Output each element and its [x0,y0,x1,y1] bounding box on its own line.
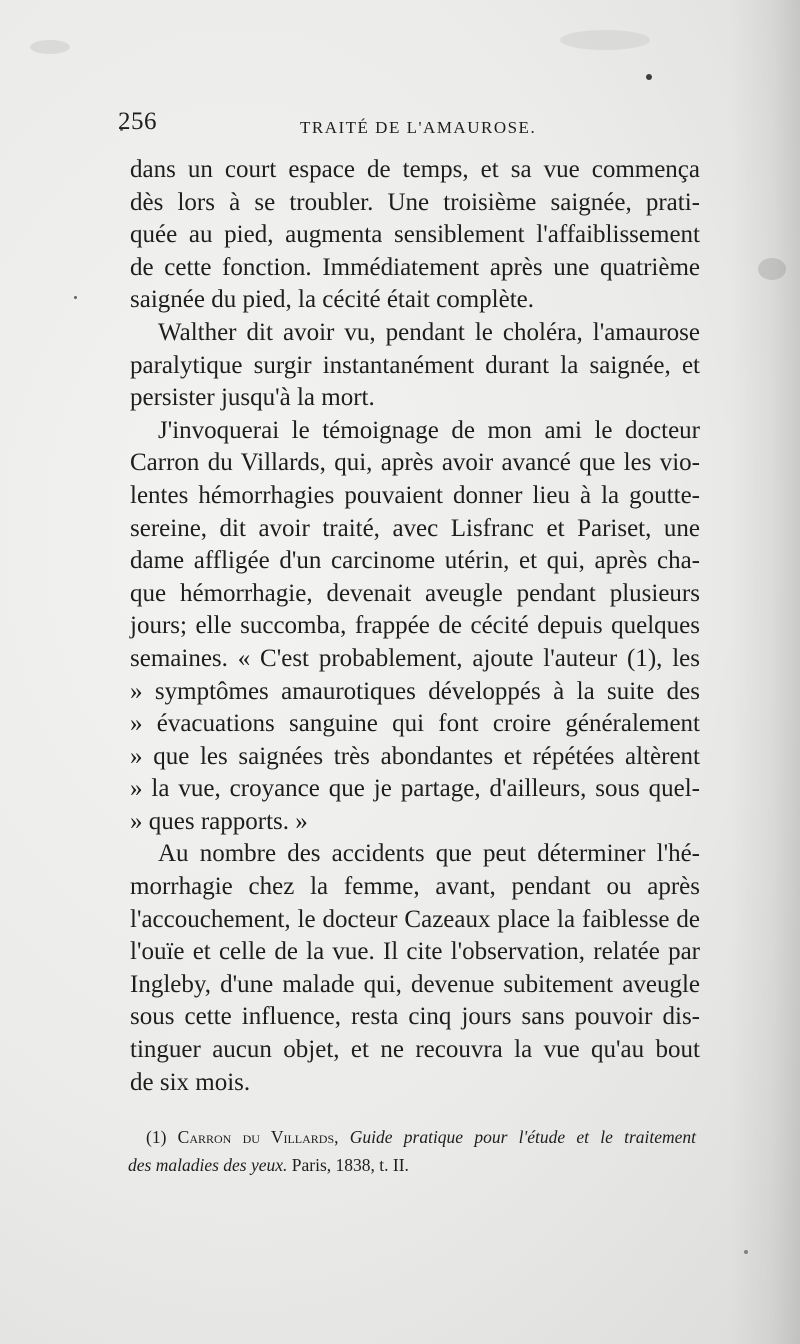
footnote [128,1123,696,1179]
text-line: Carron du Villards, qui, après avoir avancé que les vio- [130,449,700,477]
print-speck [758,258,786,280]
text-line: J'invoquerai le témoignage de mon ami le docteur [158,416,700,444]
text-line: quée au pied, augmenta sensiblement l'affaiblissement [130,221,700,249]
text-line: saignée du pied, la cécité était complète. [130,286,534,314]
text-line: tinguer aucun objet, et ne recouvra la vue qu'au bout [130,1036,700,1064]
text-line: que hémorrhagie, devenait aveugle pendant plusieurs [130,579,700,607]
body-text [130,154,700,1099]
text-line: Walther dit avoir vu, pendant le choléra, l'amaurose [158,318,700,346]
print-speck [74,296,77,299]
text-line: » symptômes amaurotiques développés à la suite des [130,677,700,705]
text-line: sereine, dit avoir traité, avec Lisfranc et Pariset, une [130,514,700,542]
text-line: paralytique surgir instantanément durant la saignée, et [130,351,700,379]
text-line: Au nombre des accidents que peut déterminer l'hé- [158,840,700,868]
page-header [118,108,658,142]
text-line: jours; elle succomba, frappée de cécité depuis quelques [130,612,700,640]
text-line: » évacuations sanguine qui font croire généralement [130,710,700,738]
footnote-line [128,1123,696,1151]
page-number: 256 [118,108,157,135]
page-edge-shadow [730,0,800,1344]
text-line: » ques rapports. » [130,807,308,835]
print-speck [646,74,652,80]
footnote-line [128,1151,696,1179]
text-line: dame affligée d'un carcinome utérin, et qui, après cha- [130,547,700,575]
text-line: Ingleby, d'une malade qui, devenue subitement aveugle [130,970,700,998]
text-line: persister jusqu'à la mort. [130,384,375,412]
text-line: dans un court espace de temps, et sa vue commença [130,156,700,183]
text-line: lentes hémorrhagies pouvaient donner lieu à la goutte- [130,481,700,509]
footnote-title: Guide pratique pour l'étude et le traitement [349,1127,697,1147]
text-line: de six mois. [130,1068,251,1096]
footnote-imprint: Paris, 1838, t. II. [291,1155,409,1175]
text-line: semaines. « C'est probablement, ajoute l'auteur (1), les [130,644,700,672]
text-line: l'accouchement, le docteur Cazeaux place la faiblesse de [130,905,700,933]
print-speck [30,40,70,54]
print-speck [744,1250,748,1254]
text-line: de cette fonction. Immédiatement après une quatrième [130,253,700,281]
footnote-title-cont: des maladies des yeux. [128,1155,288,1175]
footnote-marker: (1) [146,1127,167,1147]
text-line: dès lors à se troubler. Une troisième saignée, prati- [130,188,700,216]
print-speck [560,30,650,50]
text-line: » que les saignées très abondantes et répétées altèrent [130,742,700,770]
text-line: l'ouïe et celle de la vue. Il cite l'observation, relatée par [130,938,700,966]
text-line: morrhagie chez la femme, avant, pendant ou après [130,873,700,901]
running-head: TRAITÉ DE L'AMAUROSE. [300,118,537,137]
text-line: sous cette influence, resta cinq jours sans pouvoir dis- [130,1003,700,1031]
footnote-author: Carron du Villards, [177,1127,339,1147]
text-line: » la vue, croyance que je partage, d'ailleurs, sous quel- [130,775,700,803]
